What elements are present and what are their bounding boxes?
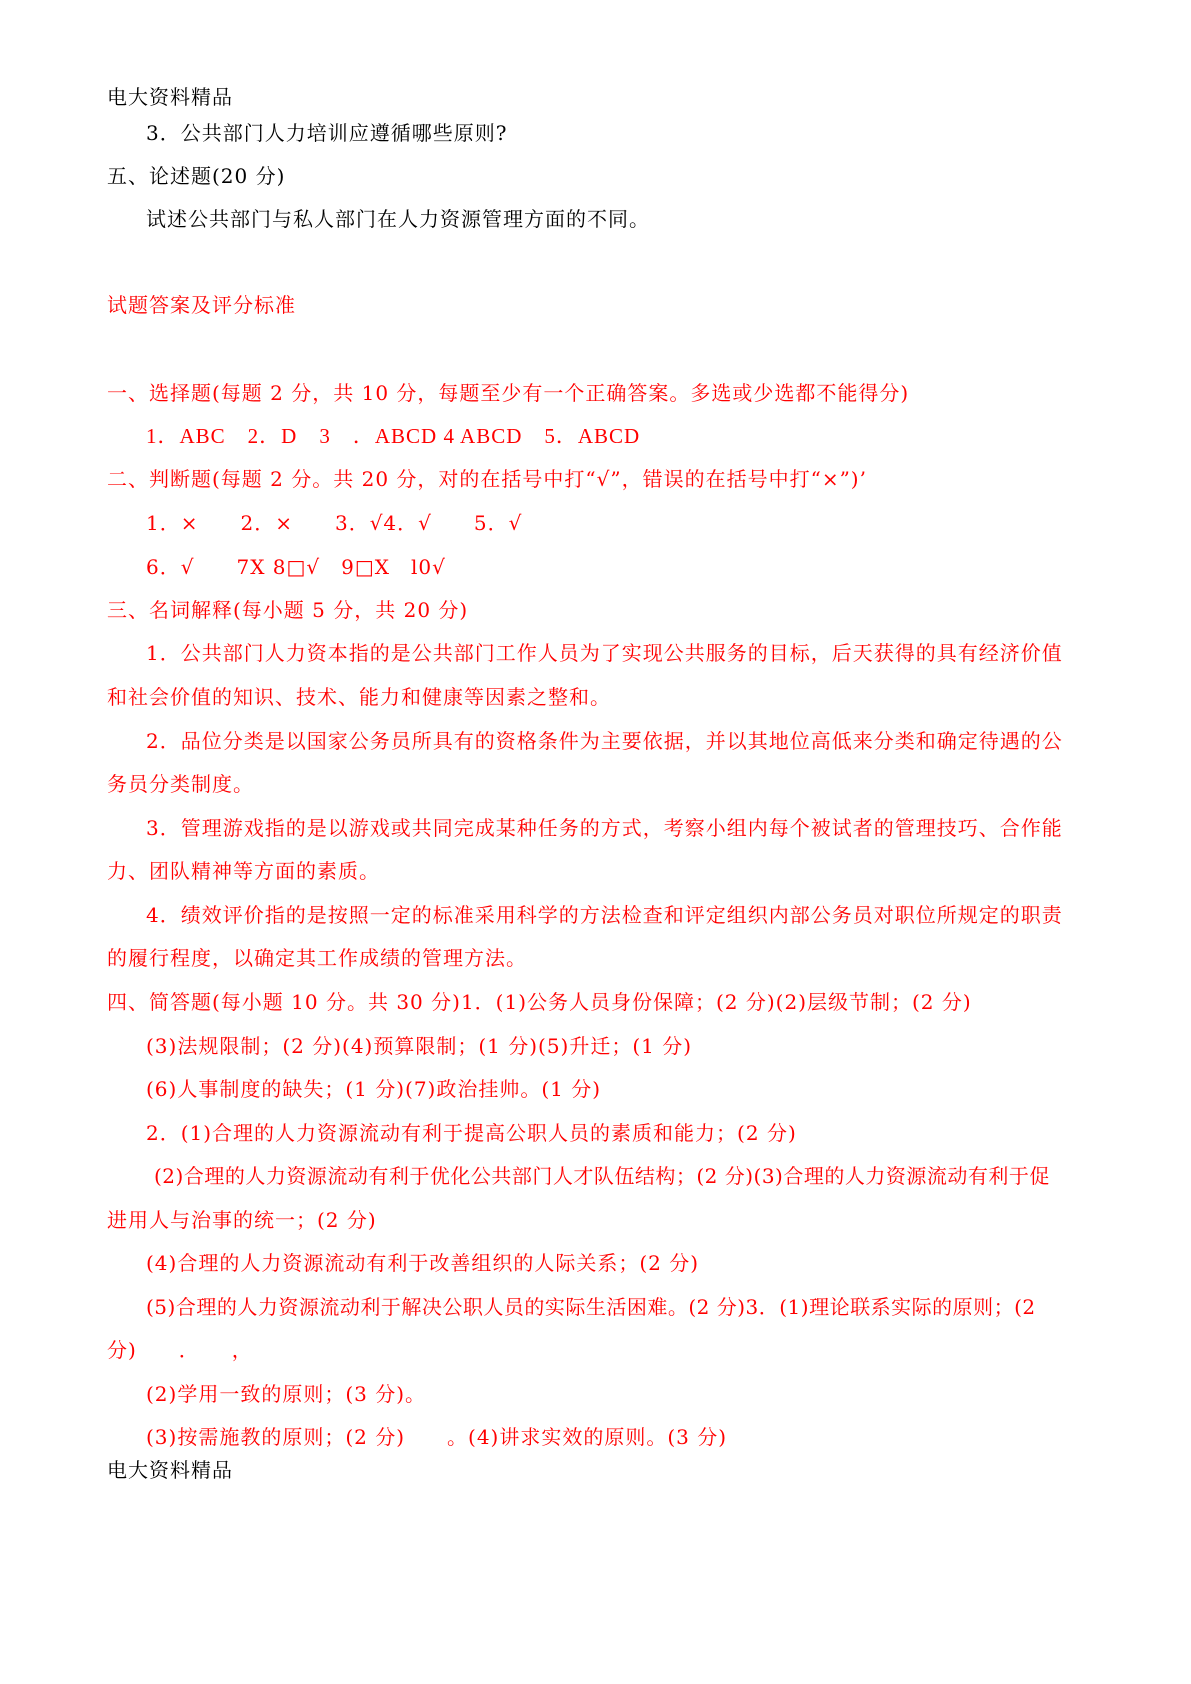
answers-s4-l7: (4)合理的人力资源流动有利于改善组织的人际关系；(2 分) xyxy=(146,1251,700,1275)
answers-s3-p1a: 1．公共部门人力资本指的是公共部门工作人员为了实现公共服务的目标，后天获得的具有经济价值 xyxy=(146,641,1063,665)
answers-s4-l10: (2)学用一致的原则；(3 分)。 xyxy=(146,1382,427,1406)
section-5-title: 五、论述题(20 分) xyxy=(107,164,286,188)
answers-s4-l9: 分) ． ， xyxy=(107,1338,253,1362)
answers-s4-l3: (6)人事制度的缺失；(1 分)(7)政治挂帅。(1 分) xyxy=(146,1077,602,1101)
question-4-item-3: 3．公共部门人力培训应遵循哪些原则? xyxy=(146,121,508,145)
page-footer: 电大资料精品 xyxy=(107,1458,233,1482)
page-header: 电大资料精品 xyxy=(107,85,233,109)
answers-s4-l4: 2．(1)合理的人力资源流动有利于提高公职人员的素质和能力；(2 分) xyxy=(146,1121,797,1145)
answers-s4-l11: (3)按需施教的原则；(2 分) 。(4)讲求实效的原则。(3 分) xyxy=(146,1425,728,1449)
answers-s4-l6: 进用人与治事的统一；(2 分) xyxy=(107,1208,377,1232)
answers-s3-p3b: 力、团队精神等方面的素质。 xyxy=(107,859,380,883)
answers-s3-p4a: 4．绩效评价指的是按照一定的标准采用科学的方法检查和评定组织内部公务员对职位所规定的职责 xyxy=(146,903,1063,927)
answers-s2-line1: 1．× 2．× 3．√4．√ 5．√ xyxy=(146,511,523,535)
answers-s3-p2b: 务员分类制度。 xyxy=(107,772,254,796)
answers-s1-title: 一、选择题(每题 2 分，共 10 分，每题至少有一个正确答案。多选或少选都不能得分) xyxy=(107,381,910,405)
answers-s4-title: 四、简答题(每小题 10 分。共 30 分) xyxy=(107,990,461,1014)
answers-s3-title: 三、名词解释(每小题 5 分，共 20 分) xyxy=(107,598,469,622)
answers-s2-line2: 6．√ 7X 8□√ 9□X l0√ xyxy=(146,555,446,579)
answers-title: 试题答案及评分标准 xyxy=(107,293,296,317)
answers-s3-p1b: 和社会价值的知识、技术、能力和健康等因素之整和。 xyxy=(107,685,611,709)
answers-s4-l5: (2)合理的人力资源流动有利于优化公共部门人才队伍结构；(2 分)(3)合理的人力资源流动有利于促 xyxy=(154,1164,1050,1188)
answers-s3-p4b: 的履行程度，以确定其工作成绩的管理方法。 xyxy=(107,946,527,970)
answers-s4-l1: 1．(1)公务人员身份保障；(2 分)(2)层级节制；(2 分) xyxy=(460,990,972,1014)
answers-s3-p3a: 3．管理游戏指的是以游戏或共同完成某种任务的方式，考察小组内每个被试者的管理技巧、合作能 xyxy=(146,816,1063,840)
answers-s4-l8: (5)合理的人力资源流动利于解决公职人员的实际生活困难。(2 分)3．(1)理论联系实际的原则；(2 xyxy=(146,1295,1036,1319)
answers-s4-first-line xyxy=(107,989,972,1015)
answers-s3-p2a: 2．品位分类是以国家公务员所具有的资格条件为主要依据，并以其地位高低来分类和确定待遇的公 xyxy=(146,729,1063,753)
answers-s1-line1: 1．ABC 2．D 3 ．ABCD 4 ABCD 5．ABCD xyxy=(146,424,641,448)
answers-s2-title: 二、判断题(每题 2 分。共 20 分，对的在括号中打“√”，错误的在括号中打“×”)’ xyxy=(107,467,867,491)
answers-s4-l2: (3)法规限制；(2 分)(4)预算限制；(1 分)(5)升迁；(1 分) xyxy=(146,1034,693,1058)
section-5-question: 试述公共部门与私人部门在人力资源管理方面的不同。 xyxy=(146,207,650,231)
